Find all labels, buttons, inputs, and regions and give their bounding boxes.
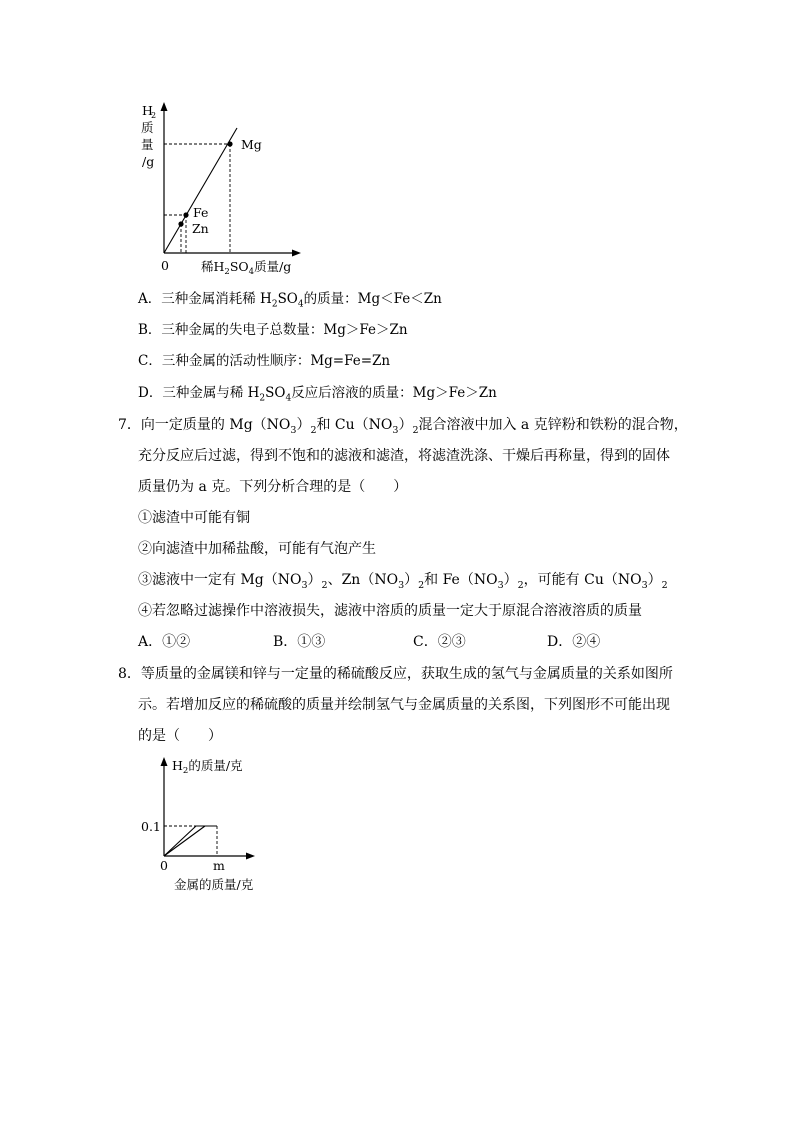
q6-option-b: B．三种金属的失电子总数量：Mg＞Fe＞Zn [138,322,408,338]
y-axis-arrow-icon [161,757,168,766]
q7-statement-1: ①滤渣中可能有铜 [138,510,250,526]
point-zn [178,221,183,226]
x-axis-label: 稀$H_2SO_4$质量/g [201,259,292,277]
q7-stem-line1: 7．向一定质量的 $Mg(NO_3)_2$和 $Cu(NO_3)_2$混合溶液中加入 a 克锌粉和铁粉的混合物， [118,417,688,436]
label-zn: Zn [192,221,209,236]
q6-option-a: A．三种金属消耗稀 $H_2SO_4$的质量：Mg＜Fe＜Zn [138,291,442,310]
x-axis-arrow-icon [246,853,255,860]
q7-stem-line3: 质量仍为 a 克。下列分析合理的是（ ） [138,479,408,495]
label-mg: Mg [241,137,262,152]
point-mg [227,141,232,146]
y-axis-label-h: H [142,103,153,118]
y-axis-label-2: 量 [141,137,154,152]
q6-option-c: C．三种金属的活动性顺序：Mg=Fe=Zn [138,353,391,369]
origin-label: 0 [161,258,169,273]
q8-stem-line3: 的是（ ） [138,728,222,744]
x-tick-label: m [213,858,225,873]
q7-option-a: A．①② [138,634,191,650]
q7-options [138,633,638,651]
figure-h2-vs-metal [138,752,288,897]
q7-statement-2: ②向滤渣中加稀盐酸，可能有气泡产生 [138,541,376,557]
q8-stem-line2: 示。若增加反应的稀硫酸的质量并绘制氢气与金属质量的关系图，下列图形不可能出现 [138,697,670,713]
series-zn-line [164,826,205,856]
figure-h2-vs-acid [130,98,320,280]
y-axis-label-sub: 2 [151,111,157,120]
y-axis-label: $H_2$的质量/克 [172,758,243,776]
y-axis-label-1: 质 [141,120,154,135]
y-axis-label-3: /g [142,154,155,169]
q7-option-c: C．②③ [413,634,466,650]
series-mg-line [164,826,196,856]
x-axis-label: 金属的质量/克 [174,877,254,892]
q6-option-d: D．三种金属与稀 $H_2SO_4$反应后溶液的质量：Mg＞Fe＞Zn [138,385,497,404]
label-fe: Fe [193,205,209,220]
origin-label: 0 [160,858,168,873]
q7-statement-3: ③滤液中一定有 $Mg(NO_3)_2$、$Zn(NO_3)_2$和 $Fe(NO_3)_2$，可能有 $Cu(NO_3)_2$ [138,572,668,591]
x-axis-arrow-icon [292,250,301,257]
point-fe [183,212,188,217]
y-axis-arrow-icon [161,102,168,111]
q7-option-d: D．②④ [547,634,601,650]
q7-option-b: B．①③ [273,634,326,650]
q7-statement-4: ④若忽略过滤操作中溶液损失，滤液中溶质的质量一定大于原混合溶液溶质的质量 [138,603,642,619]
q7-stem-line2: 充分反应后过滤，得到不饱和的滤液和滤渣，将滤渣洗涤、干燥后再称量，得到的固体 [138,448,670,464]
y-tick-label: 0.1 [141,819,161,834]
q8-stem-line1: 8．等质量的金属镁和锌与一定量的稀硫酸反应，获取生成的氢气与金属质量的关系如图所 [118,666,673,682]
